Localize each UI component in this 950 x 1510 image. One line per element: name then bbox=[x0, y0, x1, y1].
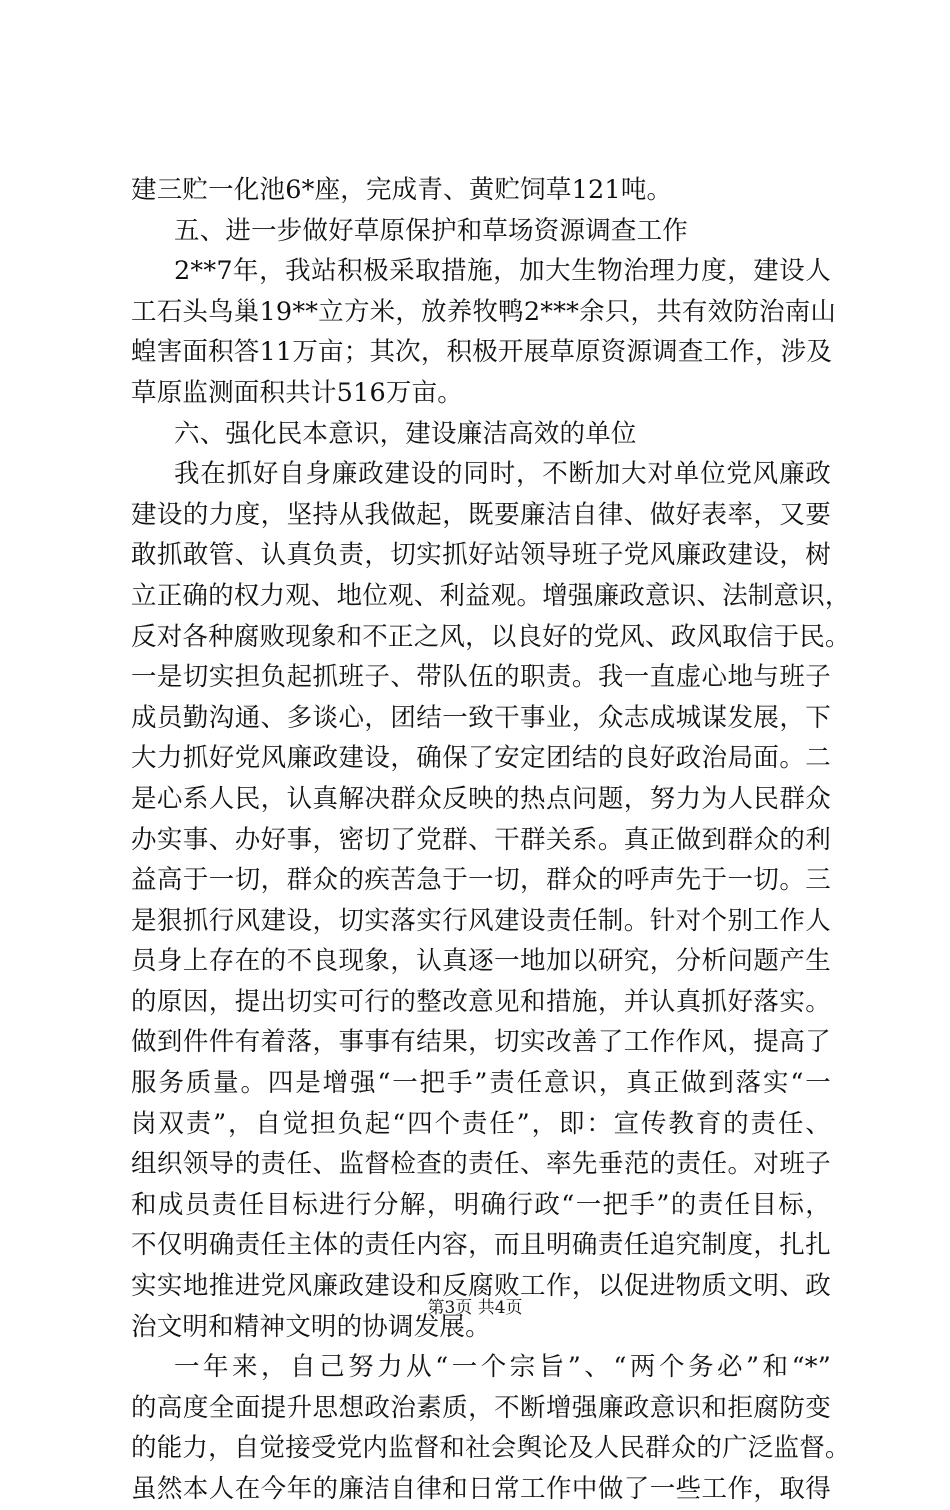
text-line: 的原因，提出切实可行的整改意见和措施，并认真抓好落实。 bbox=[131, 986, 831, 1017]
text-line: 一年来，自己努力从“一个宗旨”、“两个务必”和“*” bbox=[174, 1352, 831, 1383]
text-line: 立正确的权力观、地位观、利益观。增强廉政意识、法制意识， bbox=[131, 580, 851, 611]
text-line: 不仅明确责任主体的责任内容，而且明确责任追究制度，扎扎 bbox=[131, 1230, 831, 1261]
text-line: 蝗害面积答11万亩；其次，积极开展草原资源调查工作，涉及 bbox=[131, 337, 833, 368]
text-line: 组织领导的责任、监督检查的责任、率先垂范的责任。对班子 bbox=[131, 1149, 831, 1180]
text-line: 建三贮一化池6*座，完成青、黄贮饲草121吨。 bbox=[131, 175, 673, 205]
text-line: 敢抓敢管、认真负责，切实抓好站领导班子党风廉政建设，树 bbox=[131, 540, 831, 571]
text-line: 是心系人民，认真解决群众反映的热点问题，努力为人民群众 bbox=[131, 783, 831, 814]
text-line: 岗双责”，自觉担负起“四个责任”，即：宣传教育的责任、 bbox=[131, 1108, 831, 1139]
text-line: 建设的力度，坚持从我做起，既要廉洁自律、做好表率，又要 bbox=[131, 499, 831, 530]
text-line: 工石头鸟巢19**立方米，放养牧鸭2***余只，共有效防治南山 bbox=[131, 296, 837, 327]
text-line: 反对各种腐败现象和不正之风，以良好的党风、政风取信于民。 bbox=[131, 621, 851, 652]
text-line: 办实事、办好事，密切了党群、干群关系。真正做到群众的利 bbox=[131, 824, 831, 855]
text-line: 服务质量。四是增强“一把手”责任意识，真正做到落实“一 bbox=[131, 1068, 831, 1099]
text-line: 六、强化民本意识，建设廉洁高效的单位 bbox=[174, 418, 637, 449]
text-line: 和成员责任目标进行分解，明确行政“一把手”的责任目标， bbox=[131, 1189, 831, 1220]
text-line: 成员勤沟通、多谈心，团结一致干事业，众志成城谋发展，下 bbox=[131, 702, 831, 733]
text-line: 治文明和精神文明的协调发展。 bbox=[131, 1311, 491, 1342]
text-line: 做到件件有着落，事事有结果，切实改善了工作作风，提高了 bbox=[131, 1027, 831, 1058]
text-line: 草原监测面积共计516万亩。 bbox=[131, 377, 463, 408]
text-line: 一是切实担负起抓班子、带队伍的职责。我一直虚心地与班子 bbox=[131, 662, 831, 693]
page-footer: 第3页 共4页 bbox=[427, 1298, 523, 1318]
text-line: 的能力，自觉接受党内监督和社会舆论及人民群众的广泛监督。 bbox=[131, 1433, 851, 1464]
text-line: 员身上存在的不良现象，认真逐一地加以研究，分析问题产生 bbox=[131, 946, 831, 977]
text-line: 益高于一切，群众的疾苦急于一切，群众的呼声先于一切。三 bbox=[131, 865, 831, 896]
text-line: 五、进一步做好草原保护和草场资源调查工作 bbox=[174, 215, 689, 246]
text-line: 实实地推进党风廉政建设和反腐败工作，以促进物质文明、政 bbox=[131, 1271, 831, 1302]
text-line: 我在抓好自身廉政建设的同时，不断加大对单位党风廉政 bbox=[174, 459, 831, 490]
text-line: 2**7年，我站积极采取措施，加大生物治理力度，建设人 bbox=[174, 256, 831, 287]
text-line: 是狠抓行风建设，切实落实行风建设责任制。针对个别工作人 bbox=[131, 905, 831, 936]
text-line: 的高度全面提升思想政治素质，不断增强廉政意识和拒腐防变 bbox=[131, 1392, 831, 1423]
text-line: 大力抓好党风廉政建设，确保了安定团结的良好政治局面。二 bbox=[131, 743, 831, 774]
text-line: 虽然本人在今年的廉洁自律和日常工作中做了一些工作，取得 bbox=[131, 1474, 831, 1504]
